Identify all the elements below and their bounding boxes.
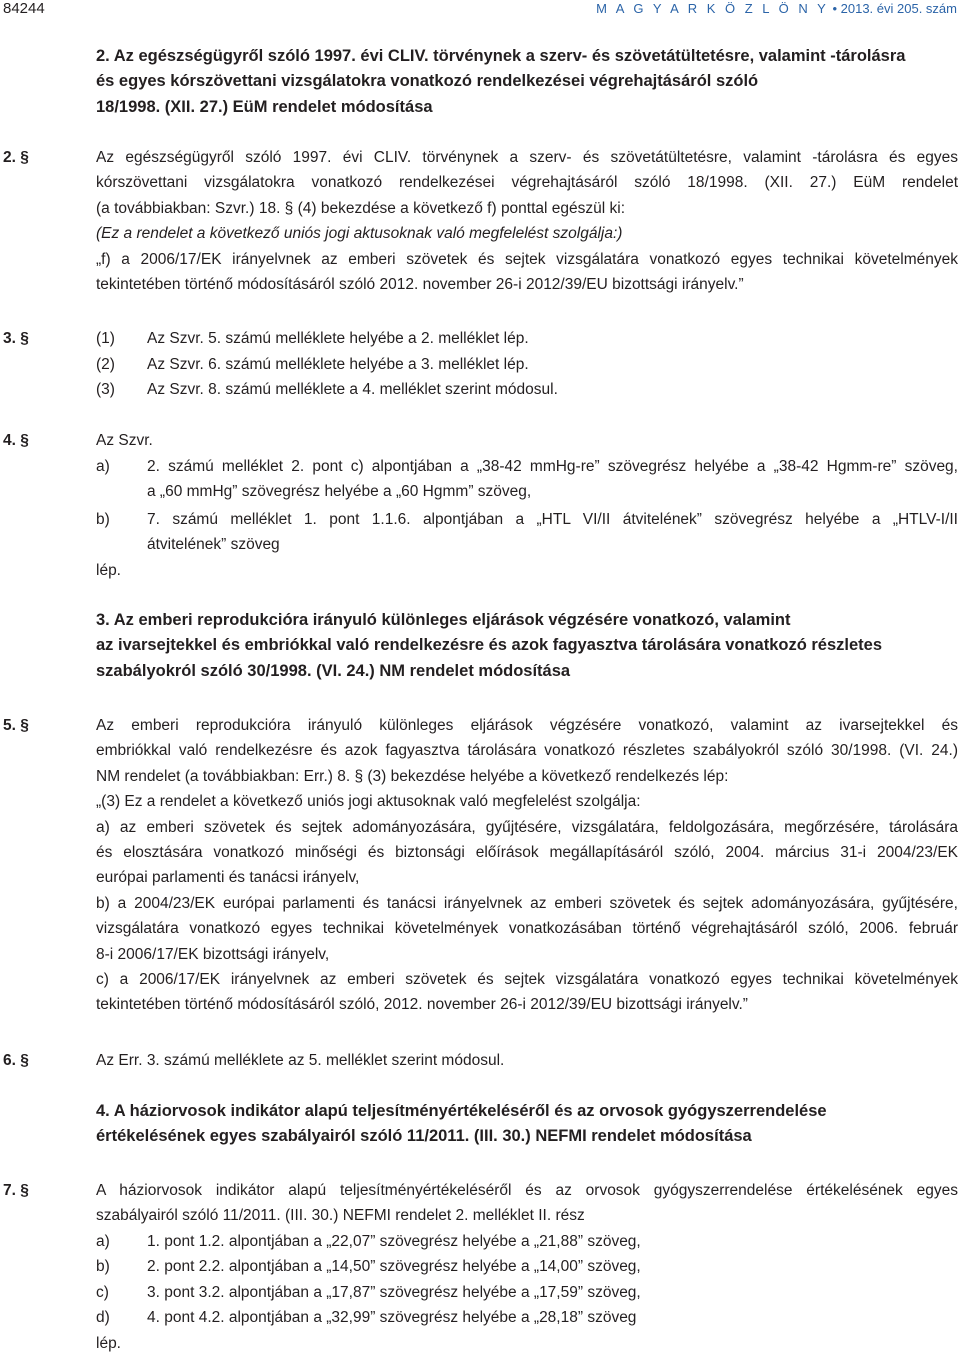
- journal-issue: [596, 0, 957, 18]
- text-line: a „60 mmHg” szövegrész helyébe a „60 Hgmm” szöveg,: [147, 483, 532, 501]
- paragraph-body: [96, 1178, 958, 1229]
- title-line: 4. A háziorvosok indikátor alapú teljesítményértékeléséről és az orvosok gyógyszerrendelése: [96, 1102, 827, 1120]
- text-line: NM rendelet (a továbbiakban: Err.) 8. § (3) bekezdése helyébe a következő rendelkezés lép:: [96, 767, 729, 785]
- title-line: az ivarsejtekkel és embriókkal való rendelkezésre és azok fagyasztva tárolására vonatkozó részletes: [96, 636, 883, 655]
- item-label: (3): [96, 381, 115, 398]
- text-line: szabályairól szóló 11/2011. (III. 30.) NEFMI rendelet 2. melléklet II. rész: [96, 1207, 585, 1225]
- paragraph-body: [96, 145, 958, 297]
- item-label: b): [96, 1258, 110, 1275]
- text-line: Az egészségügyről szóló 1997. évi CLIV. törvénynek a szerv- és szövetátültetésre, valamint -tárolásra és egyes: [96, 149, 958, 166]
- text-line: (Ez a rendelet a következő uniós jogi aktusoknak való megfelelést szolgálja:): [96, 225, 623, 243]
- paragraph-body: [96, 1048, 958, 1073]
- paragraph-number: 5. §: [3, 717, 29, 734]
- item-label: a): [96, 458, 110, 475]
- item-text: 1. pont 1.2. alpontjában a „22,07” szövegrész helyébe a „21,88” szöveg,: [147, 1233, 641, 1250]
- text-line: Az emberi reprodukcióra irányuló különleges eljárások végzésére vonatkozó, valamint az ivarsejtekkel és: [96, 717, 958, 734]
- text-line: „(3) Ez a rendelet a következő uniós jogi aktusoknak való megfelelést szolgálja:: [96, 793, 641, 811]
- item-text: Az Szvr. 5. számú melléklete helyébe a 2. melléklet lép.: [147, 330, 529, 347]
- text-line: a) az emberi szövetek és sejtek adományozására, gyűjtésére, vizsgálatára, feldolgozására, megőrzésére, tárolására: [96, 818, 958, 836]
- text-line: c) a 2006/17/EK irányelvnek az emberi szövetek és sejtek vizsgálatára vonatkozó egyes technikai követelmények: [96, 970, 958, 988]
- title-line: értékelésének egyes szabályairól szóló 11/2011. (III. 30.) NEFMI rendelet módosítása: [96, 1127, 752, 1146]
- title-line: és egyes kórszövettani vizsgálatokra vonatkozó rendelkezései végrehajtásáról szóló: [96, 72, 759, 91]
- item-text: 3. pont 3.2. alpontjában a „17,87” szövegrész helyébe a „17,59” szöveg,: [147, 1284, 641, 1301]
- running-header: [0, 0, 960, 20]
- item-text: Az Szvr. 8. számú melléklete a 4. melléklet szerint módosul.: [147, 381, 558, 398]
- text-line: 2. számú melléklet 2. pont c) alpontjában a „38-42 mmHg-re” szövegrész helyébe a „38-42 Hgmm-re” szöveg,: [147, 458, 958, 475]
- paragraph-number: 4. §: [3, 432, 29, 449]
- text-line: Az Szvr.: [96, 432, 153, 449]
- item-label: a): [96, 1233, 110, 1250]
- text-line: európai parlamenti és tanácsi irányelv,: [96, 869, 360, 887]
- text-line: 8-i 2006/17/EK bizottsági irányelv,: [96, 945, 330, 963]
- section-4-title: [96, 1099, 946, 1150]
- text-line: embriókkal való rendelkezésre és azok fagyasztva tárolására vonatkozó részletes szabályokról szóló 30/1998. (VI. 24.): [96, 742, 958, 760]
- closing-word: lép.: [96, 1335, 121, 1352]
- title-line: 3. Az emberi reprodukcióra irányuló különleges eljárások végzésére vonatkozó, valamint: [96, 611, 791, 629]
- item-label: (1): [96, 330, 115, 347]
- item-label: b): [96, 511, 110, 528]
- item-text: 2. pont 2.2. alpontjában a „14,50” szövegrész helyébe a „14,00” szöveg,: [147, 1258, 641, 1275]
- text-line: 7. számú melléklet 1. pont 1.1.6. alpontjában a „HTL VI/II átvitelének” szövegrész helyébe a „HTLV-I/II: [147, 511, 958, 528]
- paragraph-number: 3. §: [3, 330, 29, 347]
- journal-name: M A G Y A R K Ö Z L Ö N Y: [596, 1, 829, 16]
- issue-number: 2013. évi 205. szám: [840, 1, 957, 16]
- text-line: Az Err. 3. számú melléklete az 5. melléklet szerint módosul.: [96, 1052, 505, 1069]
- closing-word: lép.: [96, 562, 121, 579]
- text-line: A háziorvosok indikátor alapú teljesítményértékeléséről és az orvosok gyógyszerrendelése értékelésének egyes: [96, 1182, 958, 1199]
- paragraph-number: 2. §: [3, 149, 29, 166]
- item-text: [147, 507, 958, 558]
- text-line: (a továbbiakban: Szvr.) 18. § (4) bekezdése a következő f) ponttal egészül ki:: [96, 199, 626, 217]
- text-line: tekintetében történő módosításáról szóló 2012. november 26-i 2012/39/EU bizottsági irányelv.”: [96, 275, 744, 293]
- text-line: átvitelének” szöveg: [147, 536, 280, 554]
- paragraph-body: [96, 713, 958, 1018]
- title-line: szabályokról szóló 30/1998. (VI. 24.) NM rendelet módosítása: [96, 661, 571, 680]
- section-2-title: [96, 44, 946, 120]
- item-label: (2): [96, 356, 115, 373]
- title-line: 18/1998. (XII. 27.) EüM rendelet módosítása: [96, 97, 433, 116]
- text-line: és elosztására vonatkozó minőségi és biztonsági előírások megállapításáról szóló, 2004. március 31-i 2004/23/EK: [96, 843, 958, 861]
- item-text: 4. pont 4.2. alpontjában a „32,99” szövegrész helyébe a „28,18” szöveg: [147, 1309, 637, 1326]
- item-label: d): [96, 1309, 110, 1326]
- paragraph-number: 7. §: [3, 1182, 29, 1199]
- text-line: b) a 2004/23/EK európai parlamenti és tanácsi irányelvnek az emberi szövetek és sejtek adományozására, gyűjtésére,: [96, 894, 958, 912]
- page-number: 84244: [3, 0, 45, 17]
- item-text: Az Szvr. 6. számú melléklete helyébe a 3. melléklet lép.: [147, 356, 529, 373]
- text-line: tekintetében történő módosításáról szóló, 2012. november 26-i 2012/39/EU bizottsági irányelv.”: [96, 996, 748, 1014]
- title-line: 2. Az egészségügyről szóló 1997. évi CLIV. törvénynek a szerv- és szövetátültetésre, valamint -tárolásra: [96, 47, 906, 65]
- text-line: „f) a 2006/17/EK irányelvnek az emberi szövetek és sejtek vizsgálatára vonatkozó egyes technikai követelmények: [96, 250, 958, 268]
- text-line: kórszövettani vizsgálatokra vonatkozó rendelkezései végrehajtásáról szóló 18/1998. (XII. 27.) EüM rendelet: [96, 174, 958, 192]
- item-label: c): [96, 1284, 109, 1301]
- header-bullet: •: [832, 1, 838, 16]
- text-line: vizsgálatára vonatkozó egyes technikai követelmények vonatkozásában történő végrehajtásáról szóló, 2006. február: [96, 920, 958, 938]
- paragraph-number: 6. §: [3, 1052, 29, 1069]
- section-3-title: [96, 608, 946, 684]
- paragraph-body: [96, 428, 958, 453]
- item-text: [147, 454, 958, 505]
